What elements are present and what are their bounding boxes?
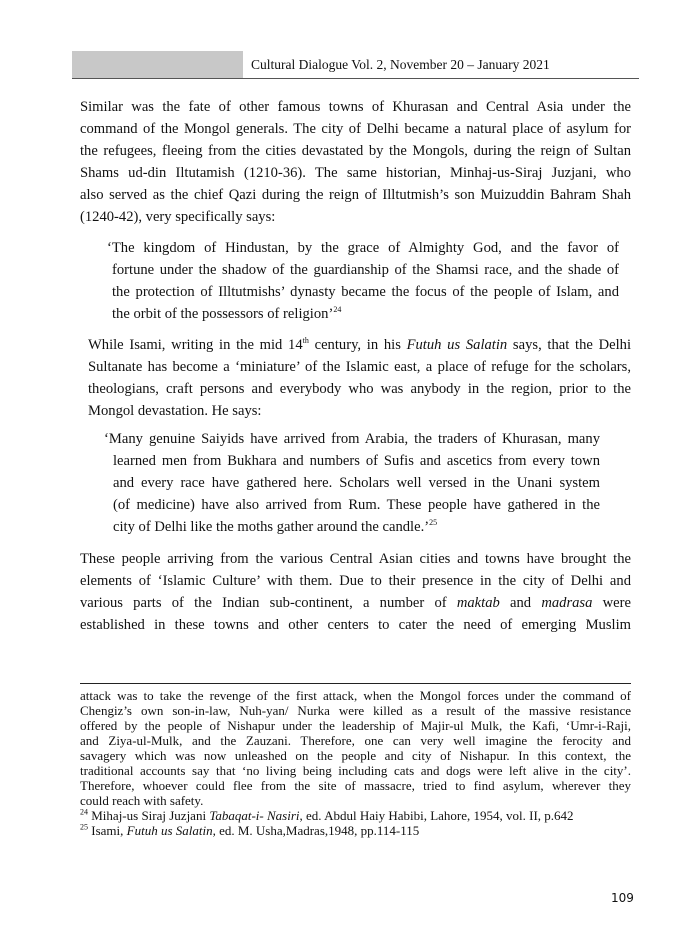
text-line xyxy=(88,334,631,356)
quote-line xyxy=(107,303,619,325)
footnote-continuation xyxy=(80,688,631,838)
ordinal-sup: th xyxy=(302,336,309,346)
quote-text: city of Delhi like the moths gather around the candle.’ xyxy=(113,519,430,535)
text-span: various parts of the Indian sub-continent, a number of xyxy=(80,595,447,611)
text-line: (1240-42), very specifically says: xyxy=(80,209,276,225)
quote-line xyxy=(104,516,600,538)
footnote-25 xyxy=(80,823,631,838)
text-line: established in these towns and other centers to cater the need of emerging Muslim xyxy=(80,617,631,633)
quote-line: ‘The kingdom of Hindustan, by the grace of Almighty God, and the favor of xyxy=(107,240,619,256)
text-span: While Isami, writing in the mid 14 xyxy=(88,337,303,353)
footnote-line: savagery which was now unleashed on the people and city of Nishapur. In this context, the xyxy=(80,748,631,763)
footnote-24 xyxy=(80,808,631,823)
quote-text: the orbit of the possessors of religion’ xyxy=(112,306,334,322)
paragraph-3 xyxy=(80,548,631,636)
footnote-line: attack was to take the revenge of the first attack, when the Mongol forces under the command of xyxy=(80,688,631,703)
text-line: Mongol devastation. He says: xyxy=(88,403,262,419)
text-line: elements of ‘Islamic Culture’ with them. Due to their presence in the city of Delhi and xyxy=(80,573,631,589)
footnote-ref-25[interactable]: 25 xyxy=(429,518,438,528)
footnote-line: and Ziya-ul-Mulk, and the Zauzani. Therefore, one can very well imagine the ferocity and xyxy=(80,733,631,748)
text-span: and xyxy=(510,595,532,611)
text-span: century, in his xyxy=(308,337,407,353)
quote-line: learned men from Bukhara and numbers of Sufis and ascetics from every town xyxy=(113,453,600,469)
paragraph-1 xyxy=(80,96,631,228)
book-title: Futuh us Salatin xyxy=(406,337,508,353)
term-madrasa: madrasa xyxy=(541,595,593,611)
text-line: Sultanate has become a ‘miniature’ of the Islamic east, a place of refuge for the scholars, xyxy=(88,359,631,375)
text-line: also served as the chief Qazi during the reign of Illtutmish’s son Muizuddin Bahram Shah xyxy=(80,187,631,203)
footnote-number: 24 xyxy=(80,807,88,817)
quote-line: the protection of Illtutmishs’ dynasty became the focus of the people of Islam, and xyxy=(112,284,619,300)
text-line: command of the Mongol generals. The city of Delhi became a natural place of asylum for xyxy=(80,121,631,137)
text-span: were xyxy=(602,595,631,611)
text-span: ed. M. Usha,Madras,1948, pp.114-115 xyxy=(215,823,420,838)
footnote-number: 25 xyxy=(80,822,88,832)
text-line xyxy=(80,592,631,614)
text-line: theologians, craft persons and everybody who was anybody in the region, prior to the xyxy=(88,381,631,397)
block-quote-2 xyxy=(104,428,600,538)
text-line: These people arriving from the various Central Asian cities and towns have brought the xyxy=(80,551,631,567)
header-rule xyxy=(72,78,639,79)
text-span: , ed. Abdul Haiy Habibi, Lahore, 1954, vol. II, p.642 xyxy=(299,808,574,823)
footnote-line: could reach with safety. xyxy=(80,793,204,808)
book-title: Futuh us Salatin, xyxy=(126,823,216,838)
quote-line: ‘Many genuine Saiyids have arrived from Arabia, the traders of Khurasan, many xyxy=(104,431,600,447)
footnote-ref-24[interactable]: 24 xyxy=(333,305,342,315)
paragraph-2 xyxy=(88,334,631,422)
text-line: Shams ud-din Iltutamish (1210-36). The same historian, Minhaj-us-Siraj Juzjani, who xyxy=(80,165,631,181)
text-span: Isami, xyxy=(88,823,127,838)
footnote-line: Chengiz’s own son-in-law, Nuh-yan/ Nurka were killed as a result of the massive resistance xyxy=(80,703,631,718)
text-line: Similar was the fate of other famous towns of Khurasan and Central Asia under the xyxy=(80,99,631,115)
page-number: 109 xyxy=(611,891,634,905)
book-title: Tabaqat-i- Nasiri xyxy=(209,808,300,823)
quote-line: (of medicine) have also arrived from Rum. These people have gathered in the xyxy=(113,497,600,513)
text-span: says, that the Delhi xyxy=(507,337,631,353)
header-shade xyxy=(72,51,243,78)
text-line: the refugees, fleeing from the cities devastated by the Mongols, during the reign of Sultan xyxy=(80,143,631,159)
quote-line: fortune under the shadow of the guardianship of the Shamsi race, and the shade of xyxy=(112,262,619,278)
footnote-rule xyxy=(80,683,631,684)
running-header: Cultural Dialogue Vol. 2, November 20 – January 2021 xyxy=(251,57,550,72)
text-span: Mihaj-us Siraj Juzjani xyxy=(88,808,210,823)
term-maktab: maktab xyxy=(456,595,500,611)
footnote-line: offered by the people of Nishapur under the leadership of Majir-ul Mulk, the Kafi, ‘Umr-i-Raji, xyxy=(80,718,631,733)
block-quote-1 xyxy=(107,237,619,325)
footnote-line: traditional accounts say that ‘no living being including cats and dogs were left alive in the city’. xyxy=(80,763,631,778)
quote-line: and every race have gathered here. Scholars well versed in the Unani system xyxy=(113,475,600,491)
footnote-line: Therefore, whoever could flee from the site of massacre, tried to find asylum, wherever they xyxy=(80,778,631,793)
